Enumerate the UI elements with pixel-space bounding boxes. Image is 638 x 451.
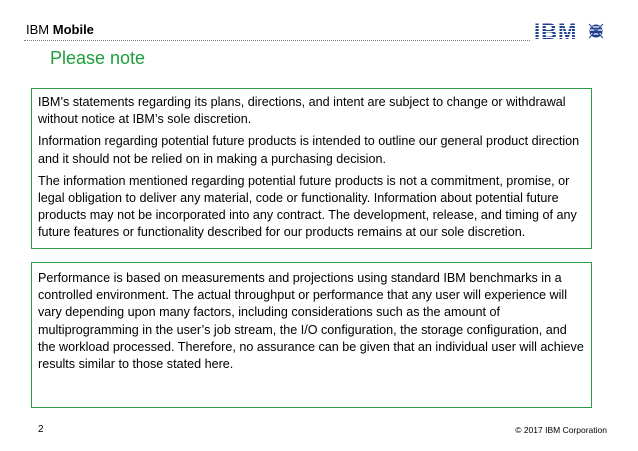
notice-box [31,88,592,249]
ibm-logo [532,20,608,42]
performance-paragraph: Performance is based on measurements and projections using standard IBM benchmarks in a controlled environment. The actual throughput or performance that any user will experience will vary depending upon many factors, including considerations such as the amount of multiprogramming in the user’s job stream, the I/O configuration, the storage configuration, and the workload processed. Therefore, no assurance can be given that an individual user will achieve results similar to those stated here. [38,271,584,372]
notice-paragraph-3: The information mentioned regarding potential future products is not a commitment, promise, or legal obligation to deliver any material, code or functionality. Information about potential future products may not be incorporated into any contract. The development, release, and timing of any future features or functionality described for our products remains at our sole discretion. [38,173,577,240]
notice-paragraph-1: IBM’s statements regarding its plans, directions, and intent are subject to change or withdrawal without notice at IBM’s sole discretion. [38,95,566,127]
logo-wordmark: IBM [534,20,578,42]
brand-prefix: IBM [26,22,50,37]
copyright: © 2017 IBM Corporation [515,425,607,435]
header-divider [24,40,530,41]
header-brand [26,22,94,37]
brand-name: Mobile [52,22,94,37]
performance-box [31,262,592,408]
page-number: 2 [38,424,44,435]
page-title: Please note [50,48,146,68]
smarter-planet-icon [589,24,603,38]
notice-paragraph-2: Information regarding potential future products is intended to outline our general product direction and it should not be relied on in making a purchasing decision. [38,134,580,166]
